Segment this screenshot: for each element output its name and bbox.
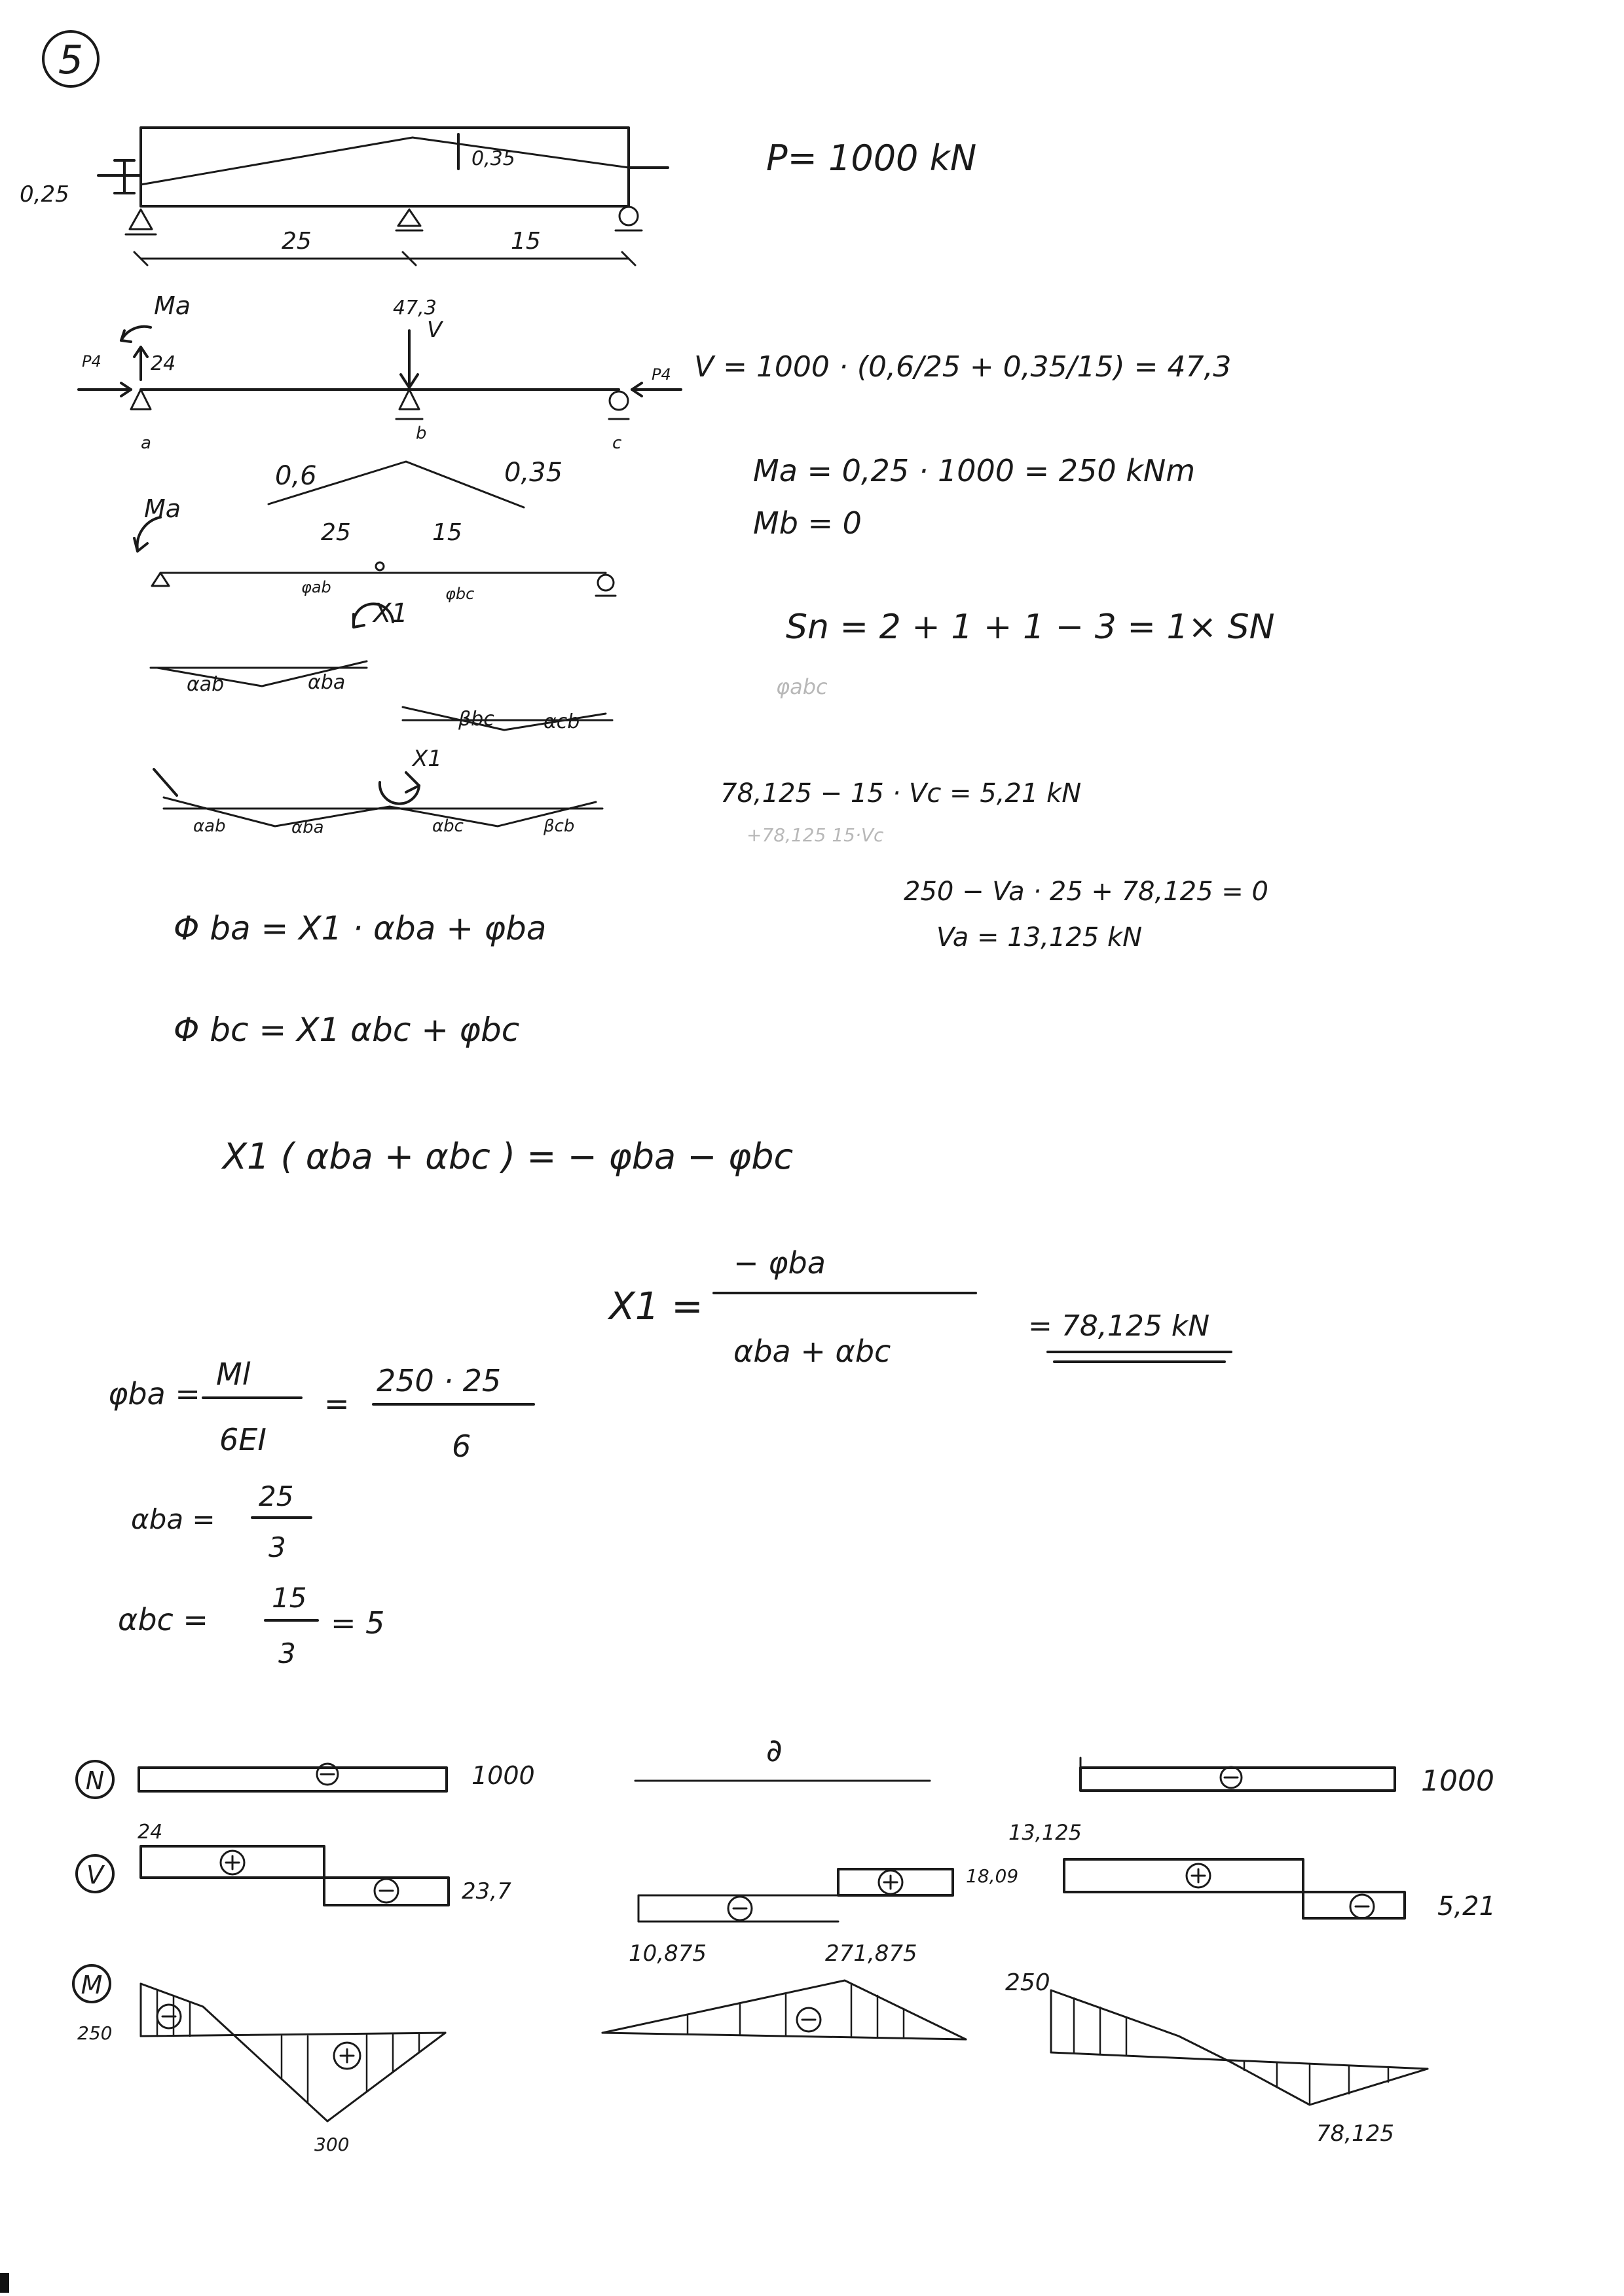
alpha-ab-label-2: αab xyxy=(193,816,226,836)
phi-ba-num: Ml xyxy=(216,1357,251,1392)
v2-right-value: 271,875 xyxy=(825,1941,917,1967)
problem-sketch xyxy=(20,128,668,265)
alpha-ba-den: 3 xyxy=(268,1531,286,1563)
v2-side-value: 18,09 xyxy=(966,1865,1019,1887)
alpha-bc-num: 15 xyxy=(272,1582,307,1614)
v-symbol-label: V xyxy=(427,317,443,343)
vc-faint-note: +78,125 15·Vc xyxy=(747,824,884,846)
x1-lhs: X1 = xyxy=(609,1284,703,1328)
va-result: Va = 13,125 kN xyxy=(936,922,1143,953)
compat-eq-2: Φ bc = X1 αbc + φbc xyxy=(174,1011,520,1049)
phi-ab-label: φab xyxy=(301,578,331,596)
m1-left-value: 250 xyxy=(77,2022,113,2044)
m3-right-value: 78,125 xyxy=(1316,2121,1394,2147)
v-row-label: V xyxy=(86,1861,103,1889)
ma-equation: Ma = 0,25 · 1000 = 250 kNm xyxy=(753,453,1196,488)
vc-equation: 78,125 − 15 · Vc = 5,21 kN xyxy=(720,778,1082,809)
compat-eq-1: Φ ba = X1 · αba + φba xyxy=(174,909,547,947)
v1-right-value: 23,7 xyxy=(462,1878,511,1904)
v-equation: V = 1000 · (0,6/25 + 0,35/15) = 47,3 xyxy=(694,350,1232,384)
p-right-label: P4 xyxy=(652,365,671,384)
alpha-bc-lhs: αbc = xyxy=(118,1602,208,1637)
node-b-label: b xyxy=(416,424,427,443)
m1-bottom-value: 300 xyxy=(314,2134,350,2155)
ecc-035-label: 0,35 xyxy=(504,458,563,488)
beta-bc-label: βbc xyxy=(458,708,494,731)
x1-denominator: αba + αbc xyxy=(733,1334,891,1369)
alpha-ba-label-2: αba xyxy=(291,818,324,837)
alpha-bc-result: = 5 xyxy=(331,1605,385,1641)
span-bc-label: 15 xyxy=(511,228,541,255)
alpha-ab-label: αab xyxy=(187,673,225,696)
phi-bc-label: φbc xyxy=(445,585,475,603)
v1-left-value: 24 xyxy=(138,1821,163,1844)
len-15-label: 15 xyxy=(432,519,462,546)
alpha-cb-label: αcb xyxy=(544,710,580,733)
node-c-label: c xyxy=(612,433,622,453)
phi-ba-eq: = xyxy=(324,1386,350,1421)
x1-result: = 78,125 kN xyxy=(1028,1309,1210,1343)
alpha-bc-label: αbc xyxy=(432,816,464,836)
phi-ba-num-2: 250 · 25 xyxy=(377,1363,502,1398)
len-25-label: 25 xyxy=(321,519,351,546)
reaction-left-label: 24 xyxy=(151,352,176,375)
compat-eq-3: X1 ( αba + αbc ) = − φba − φbc xyxy=(223,1136,794,1177)
node-a-label: a xyxy=(141,433,151,453)
phi-ba-den: 6EI xyxy=(219,1422,267,1457)
alpha-bc-den: 3 xyxy=(278,1637,296,1669)
va-equation: 250 − Va · 25 + 78,125 = 0 xyxy=(904,877,1268,907)
ecc-mid-label: 0,35 xyxy=(471,147,515,170)
v-diagram-row xyxy=(77,1846,1405,1922)
x1-numerator: − φba xyxy=(733,1245,826,1281)
alpha-ba-num: 25 xyxy=(259,1480,294,1512)
m-diagram-row xyxy=(73,1965,1428,2121)
x1-label-1: X1 xyxy=(373,598,408,629)
scan-corner-mark xyxy=(0,2273,9,2293)
v3-top-value: 13,125 xyxy=(1008,1820,1082,1845)
page-number-text: 5 xyxy=(58,37,84,83)
v-value-label: 47,3 xyxy=(393,297,437,319)
n2-symbol: ∂ xyxy=(766,1732,783,1769)
moment-a-label: Ma xyxy=(154,291,191,320)
v2-left-value: 10,875 xyxy=(629,1941,707,1967)
phi-ba-lhs: φba = xyxy=(108,1376,200,1412)
n-diagram-row xyxy=(77,1758,1395,1798)
p-left-label: P4 xyxy=(82,352,101,371)
beta-cb-label: βcb xyxy=(544,816,575,836)
x1-label-2: X1 xyxy=(413,746,442,772)
alpha-ba-label: αba xyxy=(308,671,346,694)
load-p-value: P= 1000 kN xyxy=(766,137,977,179)
alpha-ba-lhs: αba = xyxy=(131,1503,215,1535)
n-row-label: N xyxy=(85,1766,105,1795)
ecc-06-label: 0,6 xyxy=(275,461,317,491)
n3-value: 1000 xyxy=(1421,1764,1494,1798)
ecc-left-label: 0,25 xyxy=(20,181,69,208)
sn-equation: Sn = 2 + 1 + 1 − 3 = 1× SN xyxy=(786,608,1275,647)
phi-ba-den-2: 6 xyxy=(452,1429,471,1464)
v3-right-value: 5,21 xyxy=(1437,1891,1496,1922)
span-ab-label: 25 xyxy=(282,228,312,255)
phi-abc-faint: φabc xyxy=(776,674,828,699)
m3-left-value: 250 xyxy=(1005,1969,1050,1996)
mb-equation: Mb = 0 xyxy=(753,505,862,541)
moment-a2-label: Ma xyxy=(144,494,181,523)
n1-value: 1000 xyxy=(471,1761,535,1790)
m-row-label: M xyxy=(81,1971,103,1999)
page-number xyxy=(43,31,98,86)
